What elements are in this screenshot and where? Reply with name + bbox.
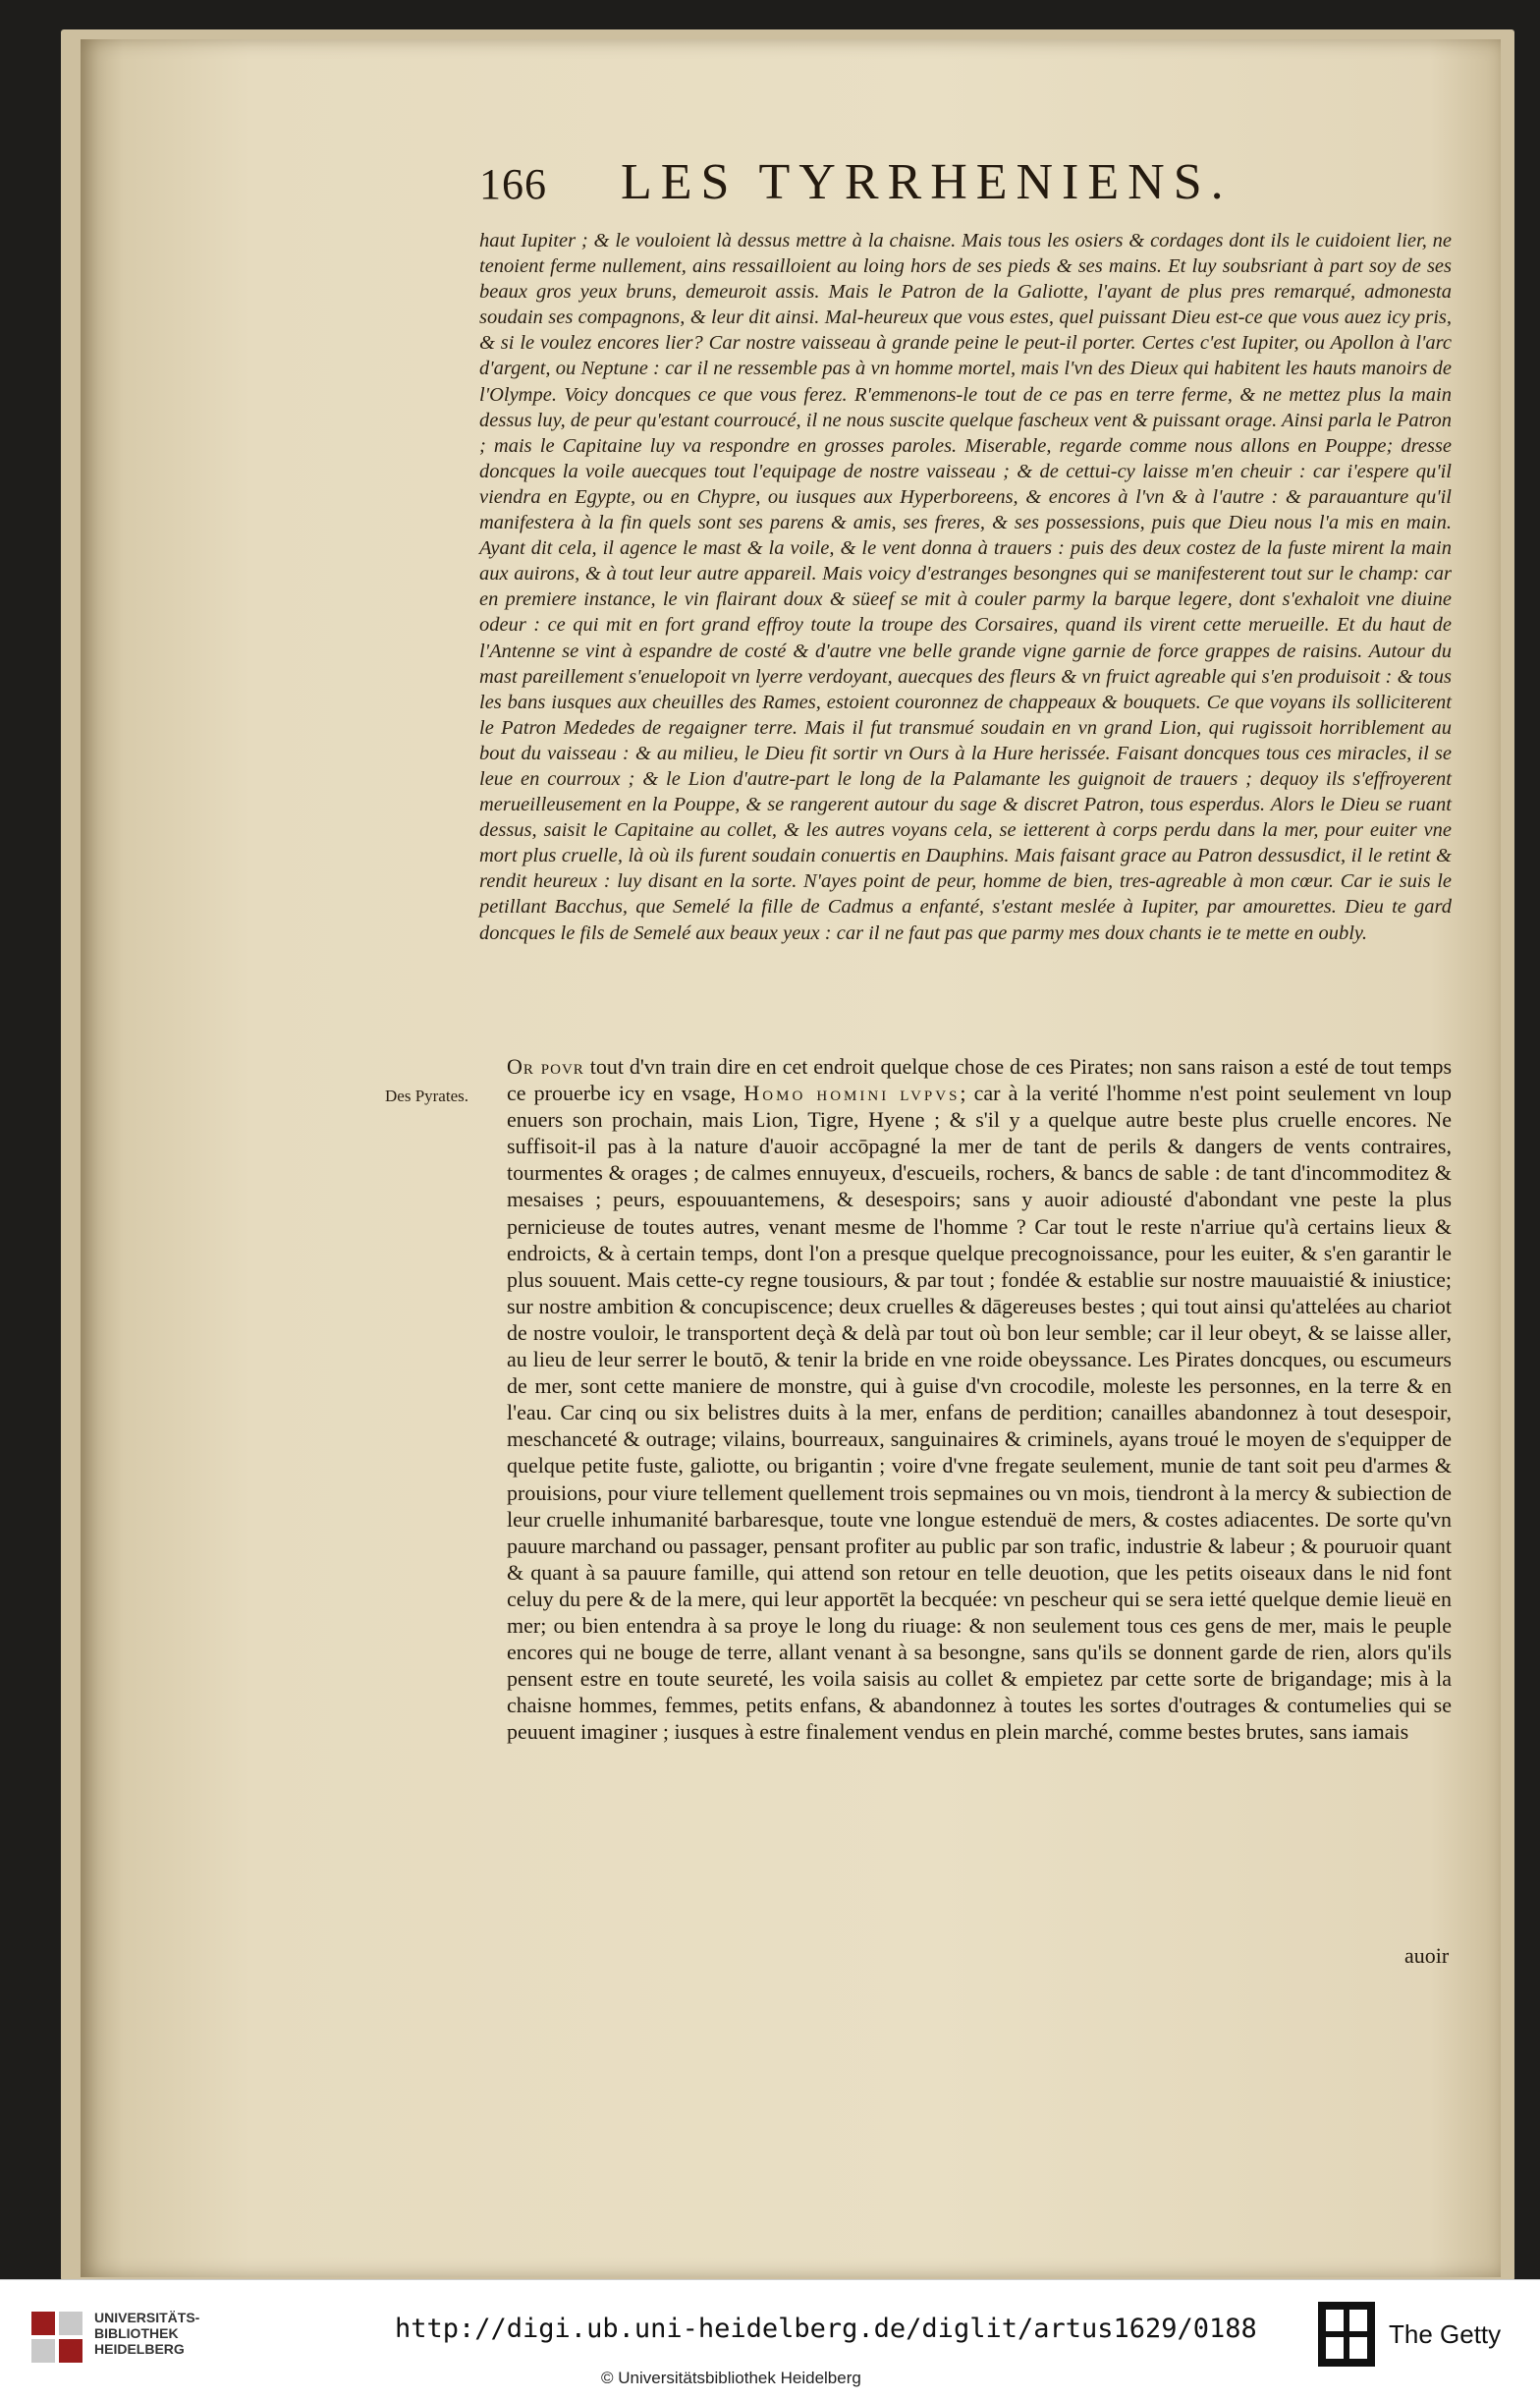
footer-bar	[0, 2279, 1540, 2400]
running-head: LES TYRRHENIENS.	[621, 154, 1233, 210]
institution-line-1: UNIVERSITÄTS-	[94, 2310, 200, 2325]
institution-line-3: HEIDELBERG	[94, 2341, 185, 2357]
roman-passage	[507, 1053, 1452, 1745]
copyright-notice: © Universitätsbibliothek Heidelberg	[601, 2369, 861, 2387]
italic-passage: haut Iupiter ; & le vouloient là dessus mettre à la chaisne. Mais tous les osiers & cordages dont ils le cuidoient lier, ne tenoient ferme nullement, ains ressailloient au loing hors de ses pieds & ses mains. Et luy soubsriant à part soy de ses beaux gros yeux bruns, demeuroit assis. Mais le Patron de la Galiotte, l'ayant de plus pres remarqué, admonesta soudain ses compagnons, & leur dit ainsi. Mal-heureux que vous estes, quel puissant Dieu est-ce que vous auez icy pris, & si le voulez encores lier? Car nostre vaisseau à grande peine le peut-il porter. Certes c'est Iupiter, ou Apollon à l'arc d'argent, ou Neptune : car il ne ressemble pas à vn homme mortel, mais l'vn des Dieux qui habitent les hauts manoirs de l'Olympe. Voicy doncques ce que vous ferez. R'emmenons-le tout de ce pas en terre ferme, & ne mettez plus la main dessus luy, de peur qu'estant courroucé, il ne nous suscite quelque fascheux vent & puissant orage. Ainsi parla le Patron ; mais le Capitaine luy va respondre en grosses paroles. Miserable, regarde comme nous allons en Pouppe; dresse doncques la voile auecques tout l'equipage de nostre vaisseau ; & de cettui-cy laisse m'en cheuir : car i'espere qu'il viendra en Egypte, ou en Chypre, ou iusques aux Hyperboreens, & encores à l'vn & à l'autre : & parauanture qu'il manifestera à la fin quels sont ses parens & amis, ses freres, & ses possessions, puis que Dieu nous l'a mis en main. Ayant dit cela, il agence le mast & la voile, & le vent donna à trauers : puis des deux costez de la fuste mirent la main aux auirons, & à tout leur autre appareil. Mais voicy d'estranges besongnes qui se manifesterent tout sur le champ: car en premiere instance, le vin flairant doux & süeef se mit à couler parmy la barque legere, dont s'exhaloit vne diuine odeur : ce qui mit en fort grand effroy toute la troupe des Corsaires, quand ils virent cette merueille. Et du haut de l'Antenne se vint à espandre de costé & d'autre vne belle grande vigne garnie de force grappes de raisins. Autour du mast pareillement s'enuelopoit vn lyerre verdoyant, auecques des fleurs & vn fruict agreable qui s'en produisoit : & tous les bans iusques aux cheuilles des Rames, estoient couronnez de chappeaux & bouquets. Ce que voyans ils solliciterent le Patron Mededes de regaigner terre. Mais il fut transmué soudain en vn grand Lion, qui rugissoit horriblement au bout du vaisseau : & au milieu, le Dieu fit sortir vn Ours à la Hure herissée. Faisant doncques tous ces miracles, il se leue en courroux ; & le Lion d'autre-part le long de la Palamante les guignoit de trauers ; dequoy ils s'effroyerent merueilleusement en la Pouppe, & se rangerent autour du sage & discret Patron, tous esperdus. Alors le Dieu se ruant dessus, saisit le Capitaine au collet, & les autres voyans cela, se ietterent à corps perdu dans la mer, pour euiter vne mort plus cruelle, là où ils furent soudain conuertis en Dauphins. Mais faisant grace au Patron dessusdict, il le retint & rendit heureux : luy disant en la sorte. N'ayes point de peur, homme de bien, tres-agreable à mon cœur. Car ie suis le petillant Bacchus, que Semelé la fille de Cadmus a enfanté, s'estant meslée à Iupiter, par amourettes. Dieu te gard doncques le fils de Semelé aux beaux yeux : car il ne faut pas que parmy mes doux chants ie te mette en oubly.	[479, 230, 1452, 944]
institution-name	[94, 2310, 199, 2357]
university-library-logo-icon	[28, 2308, 86, 2367]
partner-name: The Getty	[1389, 2319, 1502, 2349]
page-number: 166	[479, 160, 547, 208]
catchword: auoir	[1404, 1943, 1450, 1968]
getty-logo-icon	[1316, 2300, 1377, 2369]
permalink[interactable]: http://digi.ub.uni-heidelberg.de/diglit/artus1629/0188	[395, 2314, 1257, 2344]
roman-text-part-2: ; car à la verité l'homme n'est point seulement vn loup enuers son prochain, mais Lion, Tigre, Hyene ; & s'il y a quelque autre beste plus cruelle encores. Ne suffisoit-il pas à la nature d'auoir accōpagné la mer de tant de perils & dangers de vents contraires, tourmentes & orages ; de calmes ennuyeux, d'escueils, rochers, & bancs de sable : de tant d'incommoditez & mesaises ; peurs, espouuantemens, & desespoirs; sans y auoir adiousté d'abondant vne peste la plus pernicieuse de toutes autres, venant mesme de l'homme ? Car tout le reste n'arriue qu'à certains lieux & endroicts, & à certain temps, dont l'on a presque quelque precognoissance, pour les euiter, & s'en garantir le plus souuent. Mais cette-cy regne tousiours, & par tout ; fondée & establie sur nostre mauuaistié & iniustice; sur nostre ambition & concupiscence; deux cruelles & dāgereuses bestes ; qui tout ainsi qu'attelées au chariot de nostre vouloir, le transportent deçà & delà par tout où bon leur semble; car il leur obeyt, & se laisse aller, au lieu de leur serrer le boutō, & tenir la bride en vne roide obeyssance. Les Pirates doncques, ou escumeurs de mer, sont cette maniere de monstre, qui à guise d'vn crocodile, moleste les personnes, en la terre & en l'eau. Car cinq ou six belistres duits à la mer, enfans de perdition; canailles abandonnez à tout desespoir, meschanceté & outrage; vilains, bourreaux, sanguinaires & criminels, ayans troué le moyen de s'equipper de quelque petite fuste, galiotte, ou brigantin ; voire d'vne fregate seulement, munie de tant soit peu d'armes & prouisions, pour viure tellement quellement trois sepmaines ou vn mois, tiendront à la mercy & subiection de leur cruelle inhumanité barbaresque, toute vne longue estenduë de mers, & costes adiacentes. De sorte qu'vn pauure marchand ou passager, pensant profiter au public par son trafic, industrie & labeur ; & pouruoir quant & quant à sa pauure famille, qui attend son retour en telle deuotion, que les petits oiseaux dans le nid font celuy du pere & de la mere, qui leur apportēt la becquée: vn pescheur qui se sera ietté quelque demie lieuë en mer; ou bien entendra à sa proye le long du riuage: & non seulement tous ces gens de mer, mais le peuple encores qui ne bouge de terre, allant venant à sa besongne, sans qu'ils se donnent garde de rien, alors qu'ils pensent estre en toute seureté, les voila saisis au collet & empietez par cette sorte de brigandage; mis à la chaisne hommes, femmes, petits enfans, & abandonnez à toutes les sortes d'outrages & contumelies qui se peuuent imaginer ; iusques à estre finalement vendus en plein marché, comme bestes brutes, sans iamais	[507, 1081, 1452, 1745]
margin-note: Des Pyrates.	[385, 1087, 468, 1105]
institution-line-2: BIBLIOTHEK	[94, 2325, 179, 2341]
lead-in-words: Or povr	[507, 1054, 584, 1079]
roman-text-part-1: tout d'vn train dire en cet endroit quelque chose de ces Pirates; non sans raison a esté de tout temps ce prouerbe icy en vsage,	[507, 1054, 1452, 1106]
latin-proverb: Homo homini lvpvs	[743, 1081, 961, 1106]
